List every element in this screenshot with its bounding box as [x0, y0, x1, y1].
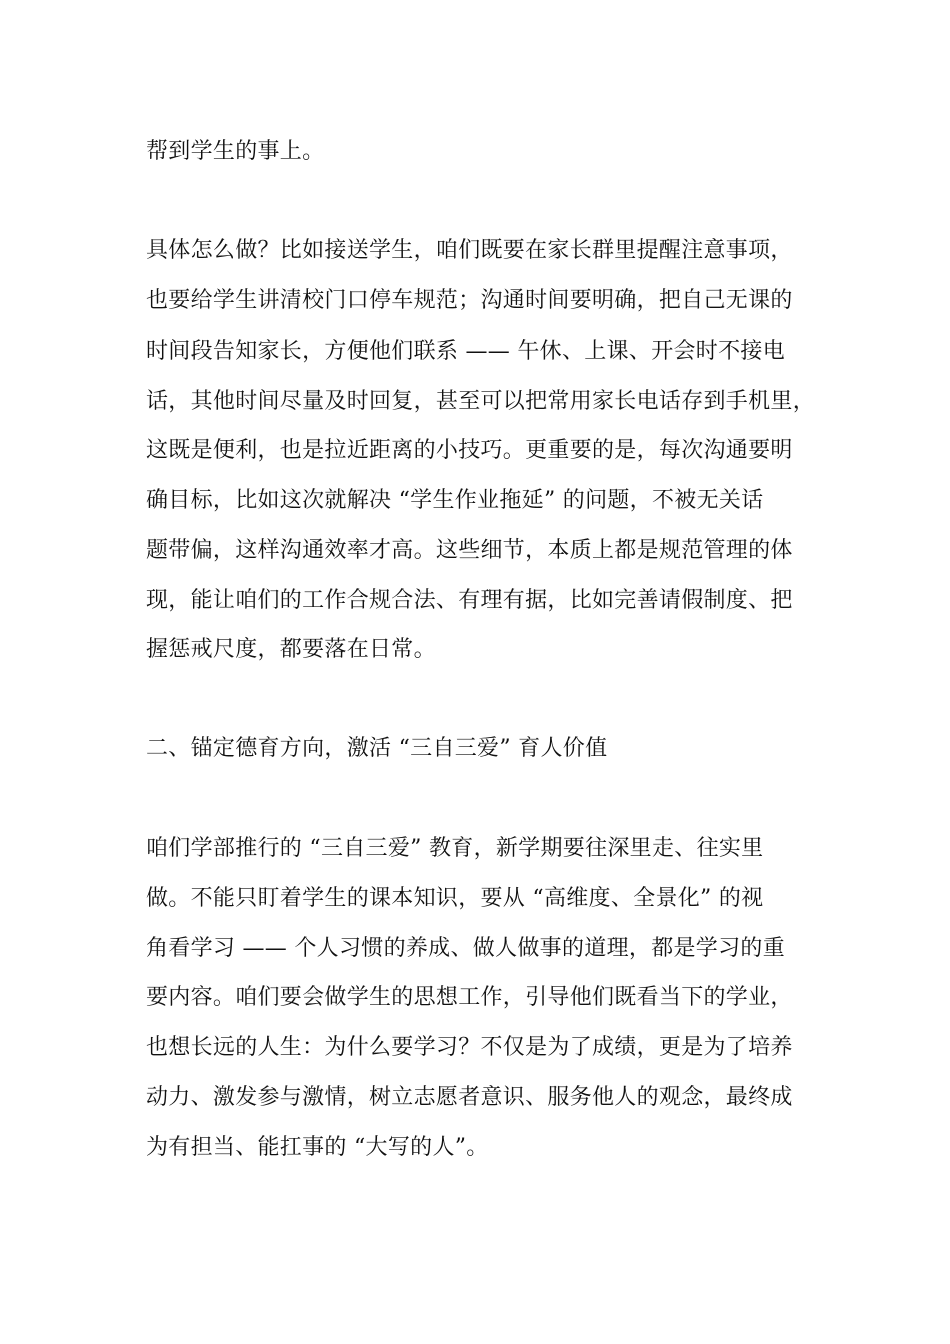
paragraph-line: 这既是便利，也是拉近距离的小技巧。更重要的是，每次沟通要明	[146, 438, 793, 463]
paragraph-line: 做。不能只盯着学生的课本知识，要从 “高维度、全景化” 的视	[146, 886, 764, 911]
paragraph-line: 时间段告知家长，方便他们联系 —— 午休、上课、开会时不接电	[146, 339, 785, 364]
paragraph-line: 角看学习 —— 个人习惯的养成、做人做事的道理，都是学习的重	[146, 936, 785, 961]
paragraph-line: 也要给学生讲清校门口停车规范；沟通时间要明确，把自己无课的	[146, 288, 793, 313]
paragraph-line: 话，其他时间尽量及时回复，甚至可以把常用家长电话存到手机里，	[146, 389, 816, 414]
paragraph-line: 要内容。咱们要会做学生的思想工作，引导他们既看当下的学业，	[146, 985, 793, 1010]
paragraph-line: 动力、激发参与激情，树立志愿者意识、服务他人的观念，最终成	[146, 1085, 793, 1110]
paragraph-line: 咱们学部推行的 “三自三爱” 教育，新学期要往深里走、往实里	[146, 836, 764, 861]
paragraph-line: 现，能让咱们的工作合规合法、有理有据，比如完善请假制度、把	[146, 588, 793, 613]
section-heading: 二、锚定德育方向，激活 “三自三爱” 育人价值	[146, 736, 608, 761]
paragraph-line: 为有担当、能扛事的 “大写的人”。	[146, 1135, 489, 1160]
paragraph-line: 也想长远的人生：为什么要学习？不仅是为了成绩，更是为了培养	[146, 1035, 793, 1060]
paragraph-line: 帮到学生的事上。	[146, 139, 325, 164]
paragraph-line: 确目标，比如这次就解决 “学生作业拖延” 的问题，不被无关话	[146, 488, 764, 513]
paragraph-line: 握惩戒尺度，都要落在日常。	[146, 637, 436, 662]
paragraph-line: 具体怎么做？比如接送学生，咱们既要在家长群里提醒注意事项，	[146, 238, 793, 263]
paragraph-line: 题带偏，这样沟通效率才高。这些细节，本质上都是规范管理的体	[146, 538, 793, 563]
